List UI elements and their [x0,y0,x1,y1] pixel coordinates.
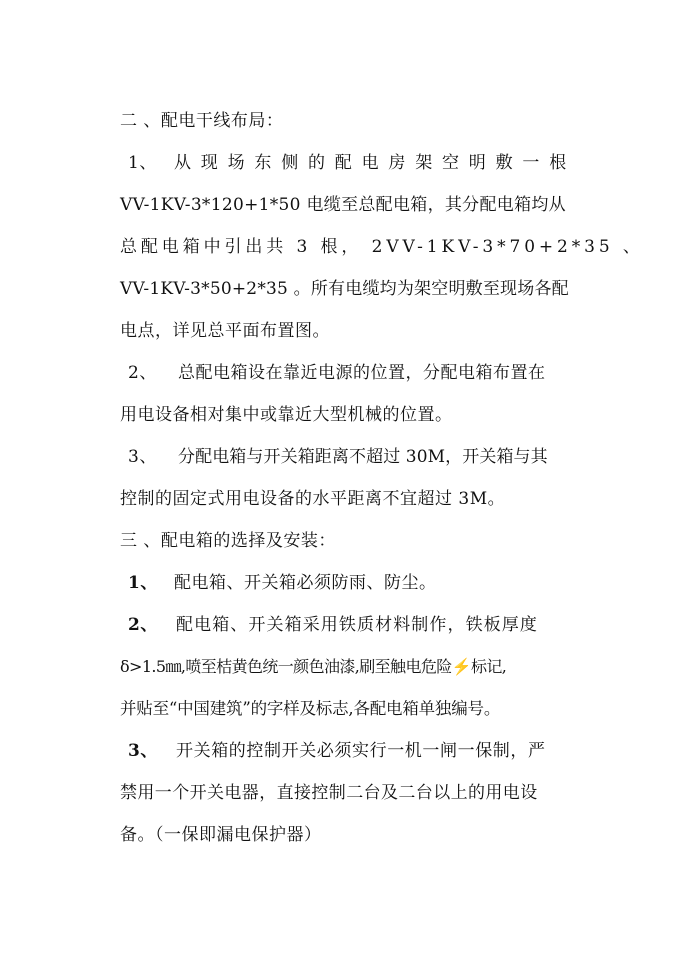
section-3-item-2-line-3: 并贴至“中国建筑”的字样及标志,各配电箱单独编号。 [120,699,501,718]
paragraph-line: 从现场东侧的配电房架空明敷一根 [174,153,576,173]
item-number: 1、 [128,573,158,593]
section-2-item-2-line-2: 用电设备相对集中或靠近大型机械的位置。 [120,405,453,425]
section-3-heading: 三 、配电箱的选择及安装： [120,531,336,551]
section-2-item-2-line-1 [128,361,572,385]
section-2-item-1-line-3: 总配电箱中引出共 3 根， 2VV-1KV-3*70+2*35 、 [120,237,644,257]
section-3-item-3-line-3: 备。（一保即漏电保护器） [120,825,322,845]
section-3-item-2-line-2: δ>1.5㎜,喷至桔黄色统一颜色油漆,刷至触电危险⚡标记, [120,657,507,676]
section-3-item-3-line-2: 禁用一个开关电器，直接控制二台及二台以上的用电设 [120,783,538,803]
item-number: 2、 [128,363,157,383]
item-number: 1、 [128,153,157,173]
section-2-item-1-line-5: 电点，详见总平面布置图。 [120,321,330,341]
section-3-item-3-line-1 [128,739,572,763]
paragraph-line: 开关箱的控制开关必须实行一机一闸一保制，严 [176,741,546,761]
section-2-item-3-line-1 [128,445,572,469]
section-2-item-1-line-1 [128,151,576,175]
section-3-item-1-line-1 [128,571,572,595]
paragraph-line: 配电箱、开关箱采用铁质材料制作，铁板厚度 [176,615,538,635]
item-number: 3、 [128,741,158,761]
section-2-item-3-line-2: 控制的固定式用电设备的水平距离不宜超过 3M。 [120,489,506,509]
paragraph-line: 分配电箱与开关箱距离不超过 30M，开关箱与其 [178,447,548,467]
section-3-item-2-line-1 [128,613,572,637]
paragraph-line: 总配电箱设在靠近电源的位置，分配电箱布置在 [178,363,546,383]
paragraph-line: 配电箱、开关箱必须防雨、防尘。 [174,573,437,593]
item-number: 2、 [128,615,158,635]
section-2-item-1-line-4: VV-1KV-3*50+2*35 。所有电缆均为架空明敷至现场各配 [120,279,569,299]
section-2-item-1-line-2: VV-1KV-3*120+1*50 电缆至总配电箱，其分配电箱均从 [120,195,566,215]
section-2-heading: 二 、配电干线布局： [120,111,284,131]
item-number: 3、 [128,447,157,467]
